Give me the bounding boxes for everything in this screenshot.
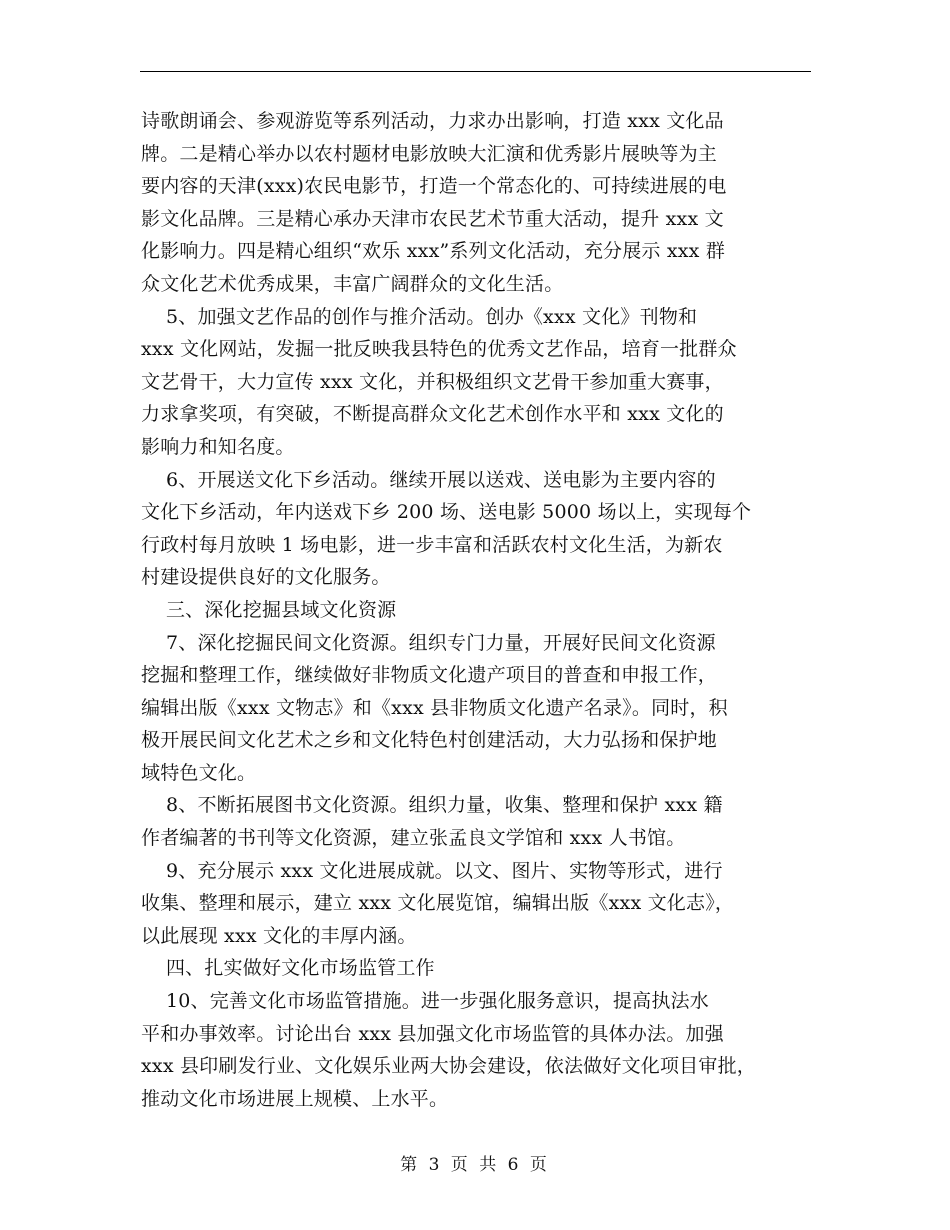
- text-line: 行政村每月放映 1 场电影，进一步丰富和活跃农村文化生活，为新农: [141, 533, 723, 556]
- document-body: [141, 105, 811, 1115]
- text-line: 三、深化挖掘县域文化资源: [141, 598, 397, 621]
- text-line: 9、充分展示 xxx 文化进展成就。以文、图片、实物等形式，进行: [141, 859, 723, 882]
- text-line: xxx 文化网站，发掘一批反映我县特色的优秀文艺作品，培育一批群众: [141, 338, 737, 361]
- header-rule: [140, 71, 811, 72]
- text-line: 诗歌朗诵会、参观游览等系列活动，力求办出影响，打造 xxx 文化品: [141, 110, 724, 132]
- text-line: 村建设提供良好的文化服务。: [141, 566, 391, 589]
- text-line: 众文化艺术优秀成果，丰富广阔群众的文化生活。: [141, 272, 564, 295]
- text-line: 收集、整理和展示，建立 xxx 文化展览馆，编辑出版《xxx 文化志》，: [141, 892, 735, 915]
- text-line: 文化下乡活动，年内送戏下乡 200 场、送电影 5000 场以上，实现每个: [141, 501, 752, 524]
- text-line: 力求拿奖项，有突破，不断提高群众文化艺术创作水平和 xxx 文化的: [141, 403, 724, 426]
- text-line: xxx 县印刷发行业、文化娱乐业两大协会建设，依法做好文化项目审批，: [141, 1055, 756, 1078]
- text-line: 要内容的天津(xxx)农民电影节，打造一个常态化的、可持续进展的电: [141, 175, 727, 198]
- text-line: 牌。二是精心举办以农村题材电影放映大汇演和优秀影片展映等为主: [141, 142, 718, 165]
- text-line: 域特色文化。: [141, 761, 257, 784]
- text-line: 作者编著的书刊等文化资源，建立张孟良文学馆和 xxx 人书馆。: [141, 827, 686, 850]
- text-line: 挖掘和整理工作，继续做好非物质文化遗产项目的普查和申报工作，: [141, 664, 718, 687]
- text-line: 平和办事效率。讨论出台 xxx 县加强文化市场监管的具体办法。加强: [141, 1022, 724, 1045]
- text-line: 影响力和知名度。: [141, 435, 295, 458]
- text-line: 8、不断拓展图书文化资源。组织力量，收集、整理和保护 xxx 籍: [141, 794, 723, 817]
- text-line: 10、完善文化市场监管措施。进一步强化服务意识，提高执法水: [141, 990, 709, 1013]
- text-line: 5、加强文艺作品的创作与推介活动。创办《xxx 文化》刊物和: [141, 305, 698, 328]
- text-line: 7、深化挖掘民间文化资源。组织专门力量，开展好民间文化资源: [141, 631, 716, 654]
- text-line: 文艺骨干，大力宣传 xxx 文化，并积极组织文艺骨干参加重大赛事，: [141, 370, 724, 393]
- text-line: 极开展民间文化艺术之乡和文化特色村创建活动，大力弘扬和保护地: [141, 729, 718, 752]
- page-footer: 第 3 页 共 6 页: [400, 1155, 550, 1175]
- text-line: 以此展现 xxx 文化的丰厚内涵。: [141, 924, 417, 947]
- text-line: 影文化品牌。三是精心承办天津市农民艺术节重大活动，提升 xxx 文: [141, 207, 724, 230]
- text-line: 化影响力。四是精心组织“欢乐 xxx”系列文化活动，充分展示 xxx 群: [141, 240, 726, 263]
- text-line: 6、开展送文化下乡活动。继续开展以送戏、送电影为主要内容的: [141, 468, 716, 491]
- text-line: 四、扎实做好文化市场监管工作: [141, 957, 435, 980]
- text-line: 推动文化市场进展上规模、上水平。: [141, 1087, 449, 1110]
- text-line: 编辑出版《xxx 文物志》和《xxx 县非物质文化遗产名录》。同时，积: [141, 696, 728, 719]
